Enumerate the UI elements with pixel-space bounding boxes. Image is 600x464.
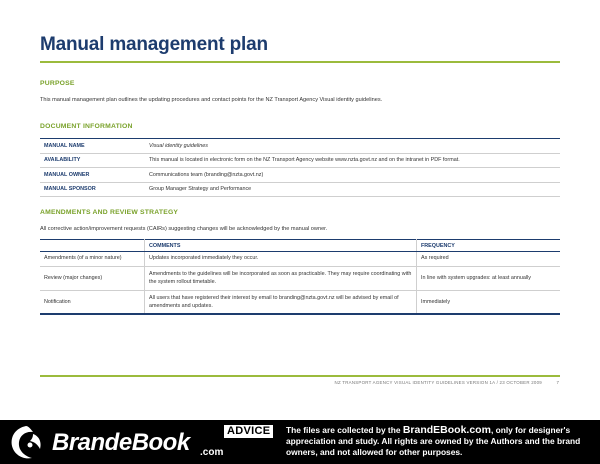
table-row bbox=[40, 267, 560, 291]
table-bottom-rule bbox=[40, 313, 560, 315]
watermark-banner bbox=[0, 420, 600, 464]
info-value: Group Manager Strategy and Performance bbox=[145, 182, 560, 197]
table-row bbox=[40, 182, 560, 197]
amend-frequency: As required bbox=[417, 252, 561, 267]
page-title: Manual management plan bbox=[40, 34, 268, 55]
info-key: MANUAL SPONSOR bbox=[40, 182, 145, 197]
amendments-table bbox=[40, 239, 560, 315]
notice-post: , only for designer's appreciation and study. All rights are owned by the Authors and the brand owners, and not allowed for other purposes. bbox=[286, 425, 581, 457]
info-value: This manual is located in electronic form on the NZ Transport Agency website www.nzta.govt.nz and on the intranet in PDF format. bbox=[145, 153, 560, 168]
info-key: MANUAL NAME bbox=[40, 139, 145, 154]
amend-comments: All users that have registered their interest by email to branding@nzta.govt.nz will be advised by email of amendments and updates. bbox=[145, 291, 417, 315]
table-row bbox=[40, 252, 560, 267]
table-row bbox=[40, 139, 560, 154]
brand-logo-text: BrandeBook bbox=[52, 429, 190, 456]
info-value: Visual identity guidelines bbox=[145, 139, 560, 154]
table-row bbox=[40, 291, 560, 315]
purpose-heading: PURPOSE bbox=[40, 80, 75, 87]
brand-logo-suffix: .com bbox=[200, 447, 224, 458]
title-rule bbox=[40, 61, 560, 63]
footer-text: NZ TRANSPORT AGENCY VISUAL IDENTITY GUIDELINES VERSION 1A / 23 OCTOBER 2009 bbox=[334, 380, 542, 385]
amend-frequency: In line with system upgrades: at least annually bbox=[417, 267, 561, 291]
info-key: MANUAL OWNER bbox=[40, 168, 145, 183]
column-header bbox=[40, 240, 145, 252]
column-header: FREQUENCY bbox=[417, 240, 561, 252]
banner-notice bbox=[286, 425, 596, 457]
amendments-heading: AMENDMENTS AND REVIEW STRATEGY bbox=[40, 209, 179, 216]
amendments-intro: All corrective action/improvement requests (CAIRs) suggesting changes will be acknowledged by the manual owner. bbox=[40, 226, 328, 232]
notice-brand: BrandEBook.com bbox=[402, 424, 491, 436]
amend-comments: Updates incorporated immediately they occur. bbox=[145, 252, 417, 267]
table-row bbox=[40, 168, 560, 183]
footer-rule bbox=[40, 375, 560, 377]
amend-comments: Amendments to the guidelines will be incorporated as soon as practicable. They may require coordinating with the system rollout timetable. bbox=[145, 267, 417, 291]
purpose-text: This manual management plan outlines the updating procedures and contact points for the NZ Transport Agency Visual identity guidelines. bbox=[40, 97, 383, 103]
document-info-heading: DOCUMENT INFORMATION bbox=[40, 123, 133, 130]
amend-type: Review (major changes) bbox=[40, 267, 145, 291]
table-header-row bbox=[40, 240, 560, 252]
notice-pre: The files are collected by the bbox=[286, 425, 403, 435]
page-number: 7 bbox=[556, 380, 559, 385]
info-value: Communications team (branding@nzta.govt.nz) bbox=[145, 168, 560, 183]
brand-logo-icon bbox=[6, 422, 46, 462]
advice-label: ADVICE bbox=[224, 425, 273, 438]
table-row bbox=[40, 153, 560, 168]
document-info-table bbox=[40, 138, 560, 197]
amend-type: Notification bbox=[40, 291, 145, 315]
column-header: COMMENTS bbox=[145, 240, 417, 252]
amend-type: Amendments (of a minor nature) bbox=[40, 252, 145, 267]
amend-frequency: Immediately bbox=[417, 291, 561, 315]
info-key: AVAILABILITY bbox=[40, 153, 145, 168]
